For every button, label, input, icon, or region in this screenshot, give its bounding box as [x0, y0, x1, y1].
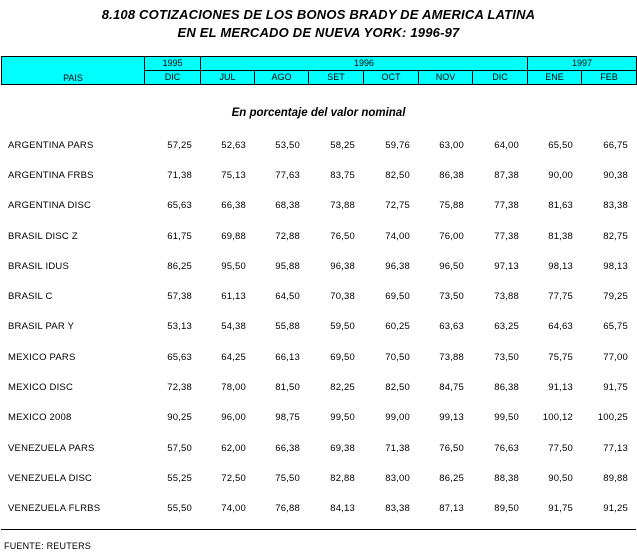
row-value: 66,75	[603, 139, 628, 151]
row-value: 77,75	[548, 291, 573, 303]
row-value: 76,88	[275, 503, 300, 515]
row-value: 86,38	[439, 169, 464, 181]
row-value: 96,38	[330, 260, 355, 272]
row-value: 91,75	[603, 382, 628, 394]
row-value: 91,75	[548, 503, 573, 515]
row-value: 86,25	[167, 260, 192, 272]
row-value: 81,50	[275, 382, 300, 394]
row-value: 54,38	[221, 321, 246, 333]
table-row	[1, 191, 636, 221]
row-value: 55,25	[167, 472, 192, 484]
row-value: 58,25	[330, 139, 355, 151]
row-value: 78,00	[221, 382, 246, 394]
row-value: 89,50	[494, 503, 519, 515]
row-value: 75,75	[548, 351, 573, 363]
row-value: 89,88	[603, 472, 628, 484]
row-value: 83,38	[603, 200, 628, 212]
row-value: 60,25	[385, 321, 410, 333]
header-month: DIC	[145, 71, 201, 85]
row-value: 98,75	[275, 412, 300, 424]
row-value: 64,25	[221, 351, 246, 363]
table-row	[1, 433, 636, 463]
row-value: 69,50	[330, 351, 355, 363]
header-pais: PAIS	[2, 57, 145, 85]
row-value: 65,75	[603, 321, 628, 333]
row-value: 76,50	[439, 442, 464, 454]
data-table	[1, 130, 636, 524]
header-month: ENE	[528, 71, 582, 85]
row-value: 83,38	[385, 503, 410, 515]
header-month: FEB	[582, 71, 637, 85]
page-title: 8.108 COTIZACIONES DE LOS BONOS BRADY DE AMERICA LATINA	[101, 7, 536, 22]
row-value: 65,63	[167, 351, 192, 363]
row-value: 71,38	[167, 169, 192, 181]
row-value: 90,38	[603, 169, 628, 181]
row-value: 82,50	[385, 382, 410, 394]
table-row	[1, 130, 636, 160]
row-value: 64,00	[494, 139, 519, 151]
header-year-1996: 1996	[201, 57, 528, 71]
row-value: 82,88	[330, 472, 355, 484]
row-value: 90,25	[167, 412, 192, 424]
row-value: 84,75	[439, 382, 464, 394]
row-value: 69,50	[385, 291, 410, 303]
row-value: 73,50	[494, 351, 519, 363]
row-bond-name: BRASIL DISC Z	[8, 230, 78, 242]
row-value: 82,50	[385, 169, 410, 181]
header-month: NOV	[419, 71, 473, 85]
table-row	[1, 312, 636, 342]
row-value: 90,50	[548, 472, 573, 484]
row-value: 59,76	[385, 139, 410, 151]
row-value: 73,88	[439, 351, 464, 363]
header-year-1997: 1997	[528, 57, 637, 71]
header-year-1995: 1995	[145, 57, 201, 71]
row-bond-name: BRASIL C	[8, 291, 53, 303]
row-value: 53,50	[275, 139, 300, 151]
table-row	[1, 372, 636, 402]
page-subtitle: EN EL MERCADO DE NUEVA YORK: 1996-97	[177, 25, 460, 40]
row-value: 76,50	[330, 230, 355, 242]
row-value: 75,13	[221, 169, 246, 181]
row-value: 75,50	[275, 472, 300, 484]
row-value: 59,50	[330, 321, 355, 333]
row-value: 87,13	[439, 503, 464, 515]
table-row	[1, 463, 636, 493]
header-month: AGO	[255, 71, 309, 85]
row-value: 69,88	[221, 230, 246, 242]
row-value: 72,38	[167, 382, 192, 394]
row-value: 52,63	[221, 139, 246, 151]
row-value: 99,50	[330, 412, 355, 424]
row-value: 84,13	[330, 503, 355, 515]
row-value: 96,50	[439, 260, 464, 272]
row-value: 87,38	[494, 169, 519, 181]
row-value: 86,38	[494, 382, 519, 394]
row-value: 91,13	[548, 382, 573, 394]
row-value: 82,25	[330, 382, 355, 394]
row-value: 77,38	[494, 230, 519, 242]
row-value: 77,63	[275, 169, 300, 181]
row-value: 83,00	[385, 472, 410, 484]
row-value: 57,25	[167, 139, 192, 151]
bottom-rule	[1, 529, 636, 530]
row-value: 77,50	[548, 442, 573, 454]
row-value: 61,75	[167, 230, 192, 242]
row-value: 86,25	[439, 472, 464, 484]
row-value: 76,00	[439, 230, 464, 242]
row-value: 64,50	[275, 291, 300, 303]
header-month: OCT	[364, 71, 419, 85]
row-value: 82,75	[603, 230, 628, 242]
header-month: DIC	[473, 71, 528, 85]
row-value: 76,63	[494, 442, 519, 454]
row-value: 88,38	[494, 472, 519, 484]
header-month: JUL	[201, 71, 255, 85]
row-value: 53,13	[167, 321, 192, 333]
row-value: 66,13	[275, 351, 300, 363]
row-value: 63,25	[494, 321, 519, 333]
row-bond-name: ARGENTINA DISC	[8, 200, 92, 212]
row-value: 71,38	[385, 442, 410, 454]
row-value: 81,63	[548, 200, 573, 212]
row-value: 70,38	[330, 291, 355, 303]
row-value: 65,63	[167, 200, 192, 212]
row-value: 90,00	[548, 169, 573, 181]
row-value: 73,88	[330, 200, 355, 212]
row-value: 72,88	[275, 230, 300, 242]
row-bond-name: MEXICO 2008	[8, 412, 72, 424]
row-value: 99,50	[494, 412, 519, 424]
row-value: 96,38	[385, 260, 410, 272]
table-row	[1, 221, 636, 251]
row-value: 70,50	[385, 351, 410, 363]
row-value: 77,13	[603, 442, 628, 454]
row-value: 62,00	[221, 442, 246, 454]
row-bond-name: MEXICO DISC	[8, 382, 74, 394]
row-value: 75,88	[439, 200, 464, 212]
row-value: 73,88	[494, 291, 519, 303]
row-value: 99,00	[385, 412, 410, 424]
row-value: 55,88	[275, 321, 300, 333]
row-value: 100,25	[597, 412, 628, 424]
table-unit-note: En porcentaje del valor nominal	[231, 107, 406, 119]
row-value: 91,25	[603, 503, 628, 515]
row-value: 64,63	[548, 321, 573, 333]
row-value: 57,50	[167, 442, 192, 454]
row-bond-name: ARGENTINA FRBS	[8, 169, 94, 181]
row-value: 66,38	[221, 200, 246, 212]
row-bond-name: VENEZUELA DISC	[8, 472, 93, 484]
row-value: 96,00	[221, 412, 246, 424]
row-value: 63,00	[439, 139, 464, 151]
table-row	[1, 403, 636, 433]
row-value: 79,25	[603, 291, 628, 303]
row-value: 81,38	[548, 230, 573, 242]
row-value: 66,38	[275, 442, 300, 454]
row-value: 99,13	[439, 412, 464, 424]
row-value: 72,50	[221, 472, 246, 484]
row-bond-name: VENEZUELA FLRBS	[8, 503, 101, 515]
row-value: 68,38	[275, 200, 300, 212]
row-value: 65,50	[548, 139, 573, 151]
row-value: 74,00	[385, 230, 410, 242]
row-value: 95,88	[275, 260, 300, 272]
row-value: 69,38	[330, 442, 355, 454]
row-value: 61,13	[221, 291, 246, 303]
table-row	[1, 494, 636, 524]
source-note: FUENTE: REUTERS	[4, 541, 92, 551]
row-bond-name: BRASIL PAR Y	[8, 321, 75, 333]
row-bond-name: VENEZUELA PARS	[8, 442, 95, 454]
row-value: 83,75	[330, 169, 355, 181]
row-bond-name: MEXICO PARS	[8, 351, 76, 363]
row-bond-name: BRASIL IDUS	[8, 260, 69, 272]
row-bond-name: ARGENTINA PARS	[8, 139, 94, 151]
table-header	[1, 56, 637, 85]
row-value: 98,13	[603, 260, 628, 272]
row-value: 97,13	[494, 260, 519, 272]
row-value: 73,50	[439, 291, 464, 303]
row-value: 74,00	[221, 503, 246, 515]
row-value: 57,38	[167, 291, 192, 303]
row-value: 63,63	[439, 321, 464, 333]
row-value: 95,50	[221, 260, 246, 272]
table-row	[1, 281, 636, 311]
table-row	[1, 160, 636, 190]
table-row	[1, 251, 636, 281]
row-value: 77,38	[494, 200, 519, 212]
row-value: 100,12	[542, 412, 573, 424]
table-row	[1, 342, 636, 372]
header-month: SET	[309, 71, 364, 85]
row-value: 77,00	[603, 351, 628, 363]
row-value: 72,75	[385, 200, 410, 212]
row-value: 55,50	[167, 503, 192, 515]
row-value: 98,13	[548, 260, 573, 272]
